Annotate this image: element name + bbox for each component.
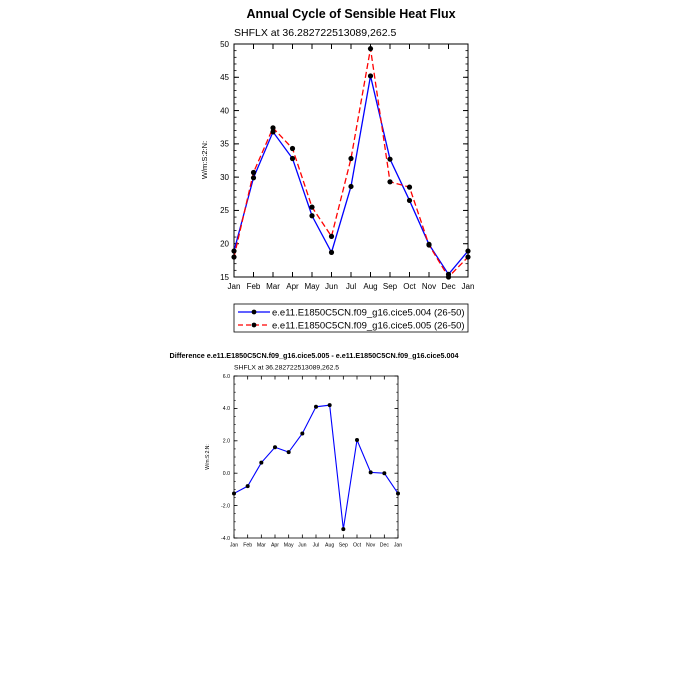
- x-tick-label: May: [283, 542, 294, 549]
- legend-marker-2: [252, 323, 257, 328]
- legend-label-1: e.e11.E1850C5CN.f09_g16.cice5.004 (26-50): [272, 307, 465, 319]
- data-point: [348, 156, 353, 161]
- data-point: [348, 184, 353, 189]
- chart1-title: Annual Cycle of Sensible Heat Flux: [246, 7, 456, 21]
- x-tick-label: Jul: [312, 542, 320, 549]
- data-point: [246, 484, 250, 488]
- x-tick-label: Jan: [229, 542, 239, 549]
- x-tick-label: Mar: [266, 282, 280, 291]
- data-point: [396, 491, 400, 495]
- x-tick-label: Nov: [366, 542, 376, 549]
- data-point: [290, 146, 295, 151]
- legend-entry-2: [238, 321, 465, 332]
- x-tick-label: Sep: [338, 542, 348, 549]
- series-line-1: [234, 405, 398, 529]
- data-point: [231, 254, 236, 259]
- data-point: [407, 185, 412, 190]
- x-tick-label: Feb: [246, 282, 261, 291]
- y-tick-label: 6.0: [222, 373, 230, 380]
- data-point: [407, 198, 412, 203]
- series-line-1: [234, 76, 468, 274]
- y-tick-label: 20: [220, 239, 229, 249]
- chart2-title: Difference e.e11.E1850C5CN.f09_g16.cice5.005 - e.e11.E1850C5CN.f09_g16.cice5.004: [169, 351, 459, 360]
- annual-cycle-chart: [200, 7, 474, 332]
- data-point: [314, 405, 318, 409]
- data-point: [259, 461, 263, 465]
- data-point: [426, 242, 431, 247]
- data-point: [355, 438, 359, 442]
- y-tick-label: 25: [220, 206, 229, 216]
- y-tick-label: 45: [220, 73, 229, 83]
- x-tick-label: Oct: [403, 282, 416, 291]
- data-point: [369, 470, 373, 474]
- y-tick-label: 30: [220, 172, 229, 182]
- y-tick-label: 0.0: [222, 471, 230, 478]
- data-point: [309, 213, 314, 218]
- data-point: [446, 274, 451, 279]
- x-tick-label: Oct: [352, 542, 362, 549]
- legend-label-2: e.e11.E1850C5CN.f09_g16.cice5.005 (26-50): [272, 320, 465, 332]
- data-point: [329, 250, 334, 255]
- x-tick-label: Sep: [382, 282, 398, 291]
- data-point: [231, 248, 236, 253]
- x-tick-label: Aug: [325, 542, 335, 549]
- data-point: [328, 403, 332, 407]
- chart1-subtitle: SHFLX at 36.282722513089,262.5: [234, 27, 397, 39]
- chart1-legend: [234, 304, 468, 332]
- data-point: [287, 450, 291, 454]
- y-tick-label: -2.0: [221, 503, 230, 510]
- y-tick-label: 50: [220, 39, 229, 49]
- data-point: [465, 248, 470, 253]
- data-point: [465, 254, 470, 259]
- chart2-subtitle: SHFLX at 36.282722513089,262.5: [234, 364, 340, 372]
- data-point: [251, 175, 256, 180]
- series-line-2: [234, 49, 468, 277]
- data-point: [382, 471, 386, 475]
- x-tick-label: Mar: [256, 542, 266, 549]
- x-tick-label: Feb: [243, 542, 253, 549]
- difference-chart: [170, 351, 459, 549]
- y-tick-label: 2.0: [222, 438, 230, 445]
- chart1-ylabel: W/m:S:2:N:: [200, 140, 209, 180]
- x-tick-label: Dec: [441, 282, 456, 291]
- x-tick-label: Nov: [421, 282, 437, 291]
- x-tick-label: Aug: [363, 282, 378, 291]
- data-point: [387, 179, 392, 184]
- data-point: [329, 234, 334, 239]
- data-point: [273, 445, 277, 449]
- data-point: [341, 527, 345, 531]
- legend-marker-1: [252, 310, 257, 315]
- legend-entry-1: [238, 308, 465, 319]
- x-tick-label: Jun: [298, 542, 307, 549]
- chart2-plot-frame: [234, 376, 398, 538]
- x-tick-label: Jun: [325, 282, 338, 291]
- y-tick-label: 35: [220, 139, 229, 149]
- data-point: [232, 491, 236, 495]
- x-tick-label: Jul: [345, 282, 357, 291]
- x-tick-label: Jan: [227, 282, 241, 291]
- x-tick-label: Dec: [379, 542, 389, 549]
- y-tick-label: 15: [220, 272, 229, 282]
- x-tick-label: May: [304, 282, 320, 291]
- data-point: [290, 156, 295, 161]
- x-tick-label: Apr: [286, 282, 299, 291]
- chart2-ylabel: W/m:S:2:N:: [205, 444, 211, 470]
- x-tick-label: Apr: [270, 542, 280, 549]
- y-tick-label: -4.0: [221, 535, 230, 542]
- x-tick-label: Jan: [393, 542, 403, 549]
- data-point: [387, 157, 392, 162]
- y-tick-label: 4.0: [222, 406, 230, 413]
- data-point: [270, 125, 275, 130]
- data-point: [368, 46, 373, 51]
- data-point: [300, 432, 304, 436]
- data-point: [368, 73, 373, 78]
- data-point: [251, 170, 256, 175]
- data-point: [309, 205, 314, 210]
- y-tick-label: 40: [220, 106, 229, 116]
- x-tick-label: Jan: [461, 282, 475, 291]
